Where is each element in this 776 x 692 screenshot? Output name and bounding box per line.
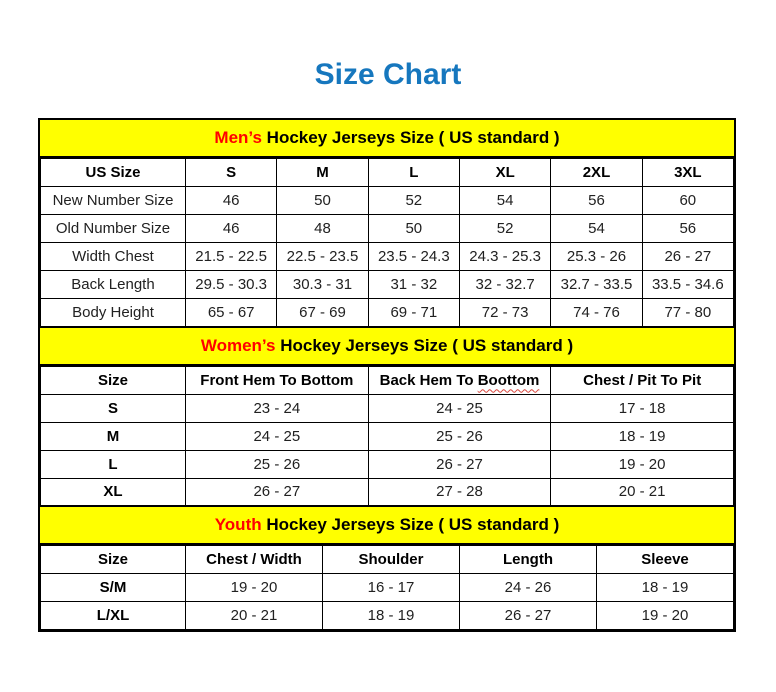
size-chart <box>38 118 736 632</box>
value-cell: 21.5 - 22.5 <box>186 243 277 271</box>
mens-size-table <box>40 158 734 328</box>
row-label: Old Number Size <box>41 215 186 243</box>
value-cell: 24.3 - 25.3 <box>459 243 550 271</box>
value-cell: 50 <box>368 215 459 243</box>
youth-heading-highlight: Youth <box>214 515 262 534</box>
column-header: 2XL <box>551 159 642 187</box>
value-cell: 17 - 18 <box>551 394 734 422</box>
value-cell: 20 - 21 <box>551 478 734 506</box>
value-cell: 19 - 20 <box>551 450 734 478</box>
page-title: Size Chart <box>314 58 462 91</box>
value-cell: 18 - 19 <box>551 422 734 450</box>
table-row <box>41 394 734 422</box>
table-header-row <box>41 159 734 187</box>
table-row <box>41 215 734 243</box>
column-header: Length <box>460 546 597 574</box>
table-row <box>41 243 734 271</box>
table-row <box>41 602 734 630</box>
column-header: 3XL <box>642 159 733 187</box>
value-cell: 26 - 27 <box>642 243 733 271</box>
column-header: Size <box>41 366 186 394</box>
column-header-text: Back Hem To <box>379 371 478 389</box>
value-cell: 25.3 - 26 <box>551 243 642 271</box>
row-label: New Number Size <box>41 187 186 215</box>
value-cell: 33.5 - 34.6 <box>642 271 733 299</box>
value-cell: 74 - 76 <box>551 299 642 327</box>
value-cell: 26 - 27 <box>368 450 551 478</box>
value-cell: 56 <box>642 215 733 243</box>
value-cell: 16 - 17 <box>323 574 460 602</box>
mens-section-heading <box>40 120 734 158</box>
value-cell: 23.5 - 24.3 <box>368 243 459 271</box>
row-label: L <box>41 450 186 478</box>
value-cell: 31 - 32 <box>368 271 459 299</box>
row-label: XL <box>41 478 186 506</box>
mens-heading-highlight: Men’s <box>214 128 262 147</box>
value-cell: 29.5 - 30.3 <box>186 271 277 299</box>
value-cell: 54 <box>459 187 550 215</box>
value-cell: 19 - 20 <box>597 602 734 630</box>
mens-heading-text: Hockey Jerseys Size ( US standard ) <box>261 128 560 147</box>
table-row <box>41 271 734 299</box>
value-cell: 48 <box>277 215 368 243</box>
column-header: Sleeve <box>597 546 734 574</box>
value-cell: 60 <box>642 187 733 215</box>
column-header: M <box>277 159 368 187</box>
value-cell: 20 - 21 <box>186 602 323 630</box>
table-header-row <box>41 546 734 574</box>
column-header: Chest / Width <box>186 546 323 574</box>
value-cell: 72 - 73 <box>459 299 550 327</box>
row-label: M <box>41 422 186 450</box>
value-cell: 26 - 27 <box>460 602 597 630</box>
column-header: L <box>368 159 459 187</box>
value-cell: 67 - 69 <box>277 299 368 327</box>
table-row <box>41 422 734 450</box>
column-header: Front Hem To Bottom <box>186 366 369 394</box>
youth-heading-text: Hockey Jerseys Size ( US standard ) <box>261 515 560 534</box>
value-cell: 23 - 24 <box>186 394 369 422</box>
misspelled-word: Boottom <box>477 371 540 389</box>
column-header: XL <box>459 159 550 187</box>
row-label: L/XL <box>41 602 186 630</box>
value-cell: 25 - 26 <box>368 422 551 450</box>
table-row <box>41 478 734 506</box>
table-row <box>41 574 734 602</box>
value-cell: 24 - 25 <box>368 394 551 422</box>
value-cell: 22.5 - 23.5 <box>277 243 368 271</box>
value-cell: 26 - 27 <box>186 478 369 506</box>
value-cell: 77 - 80 <box>642 299 733 327</box>
value-cell: 52 <box>368 187 459 215</box>
value-cell: 27 - 28 <box>368 478 551 506</box>
row-label: S <box>41 394 186 422</box>
womens-size-table <box>40 366 734 508</box>
column-header: Chest / Pit To Pit <box>551 366 734 394</box>
value-cell: 18 - 19 <box>597 574 734 602</box>
column-header: Shoulder <box>323 546 460 574</box>
value-cell: 24 - 25 <box>186 422 369 450</box>
column-header <box>368 366 551 394</box>
youth-section-heading <box>40 507 734 545</box>
womens-section-heading <box>40 328 734 366</box>
womens-heading-highlight: Women’s <box>200 335 276 355</box>
value-cell: 30.3 - 31 <box>277 271 368 299</box>
value-cell: 18 - 19 <box>323 602 460 630</box>
value-cell: 32.7 - 33.5 <box>551 271 642 299</box>
value-cell: 19 - 20 <box>186 574 323 602</box>
row-label: Width Chest <box>41 243 186 271</box>
table-row <box>41 450 734 478</box>
value-cell: 32 - 32.7 <box>459 271 550 299</box>
womens-heading-text: Hockey Jerseys Size ( US standard ) <box>275 335 574 355</box>
table-row <box>41 187 734 215</box>
youth-size-table <box>40 545 734 630</box>
value-cell: 65 - 67 <box>186 299 277 327</box>
row-label: S/M <box>41 574 186 602</box>
column-header: US Size <box>41 159 186 187</box>
value-cell: 50 <box>277 187 368 215</box>
value-cell: 54 <box>551 215 642 243</box>
row-label: Body Height <box>41 299 186 327</box>
value-cell: 46 <box>186 215 277 243</box>
value-cell: 52 <box>459 215 550 243</box>
value-cell: 69 - 71 <box>368 299 459 327</box>
value-cell: 56 <box>551 187 642 215</box>
row-label: Back Length <box>41 271 186 299</box>
column-header: S <box>186 159 277 187</box>
value-cell: 24 - 26 <box>460 574 597 602</box>
column-header: Size <box>41 546 186 574</box>
value-cell: 25 - 26 <box>186 450 369 478</box>
value-cell: 46 <box>186 187 277 215</box>
table-header-row <box>41 366 734 394</box>
table-row <box>41 299 734 327</box>
